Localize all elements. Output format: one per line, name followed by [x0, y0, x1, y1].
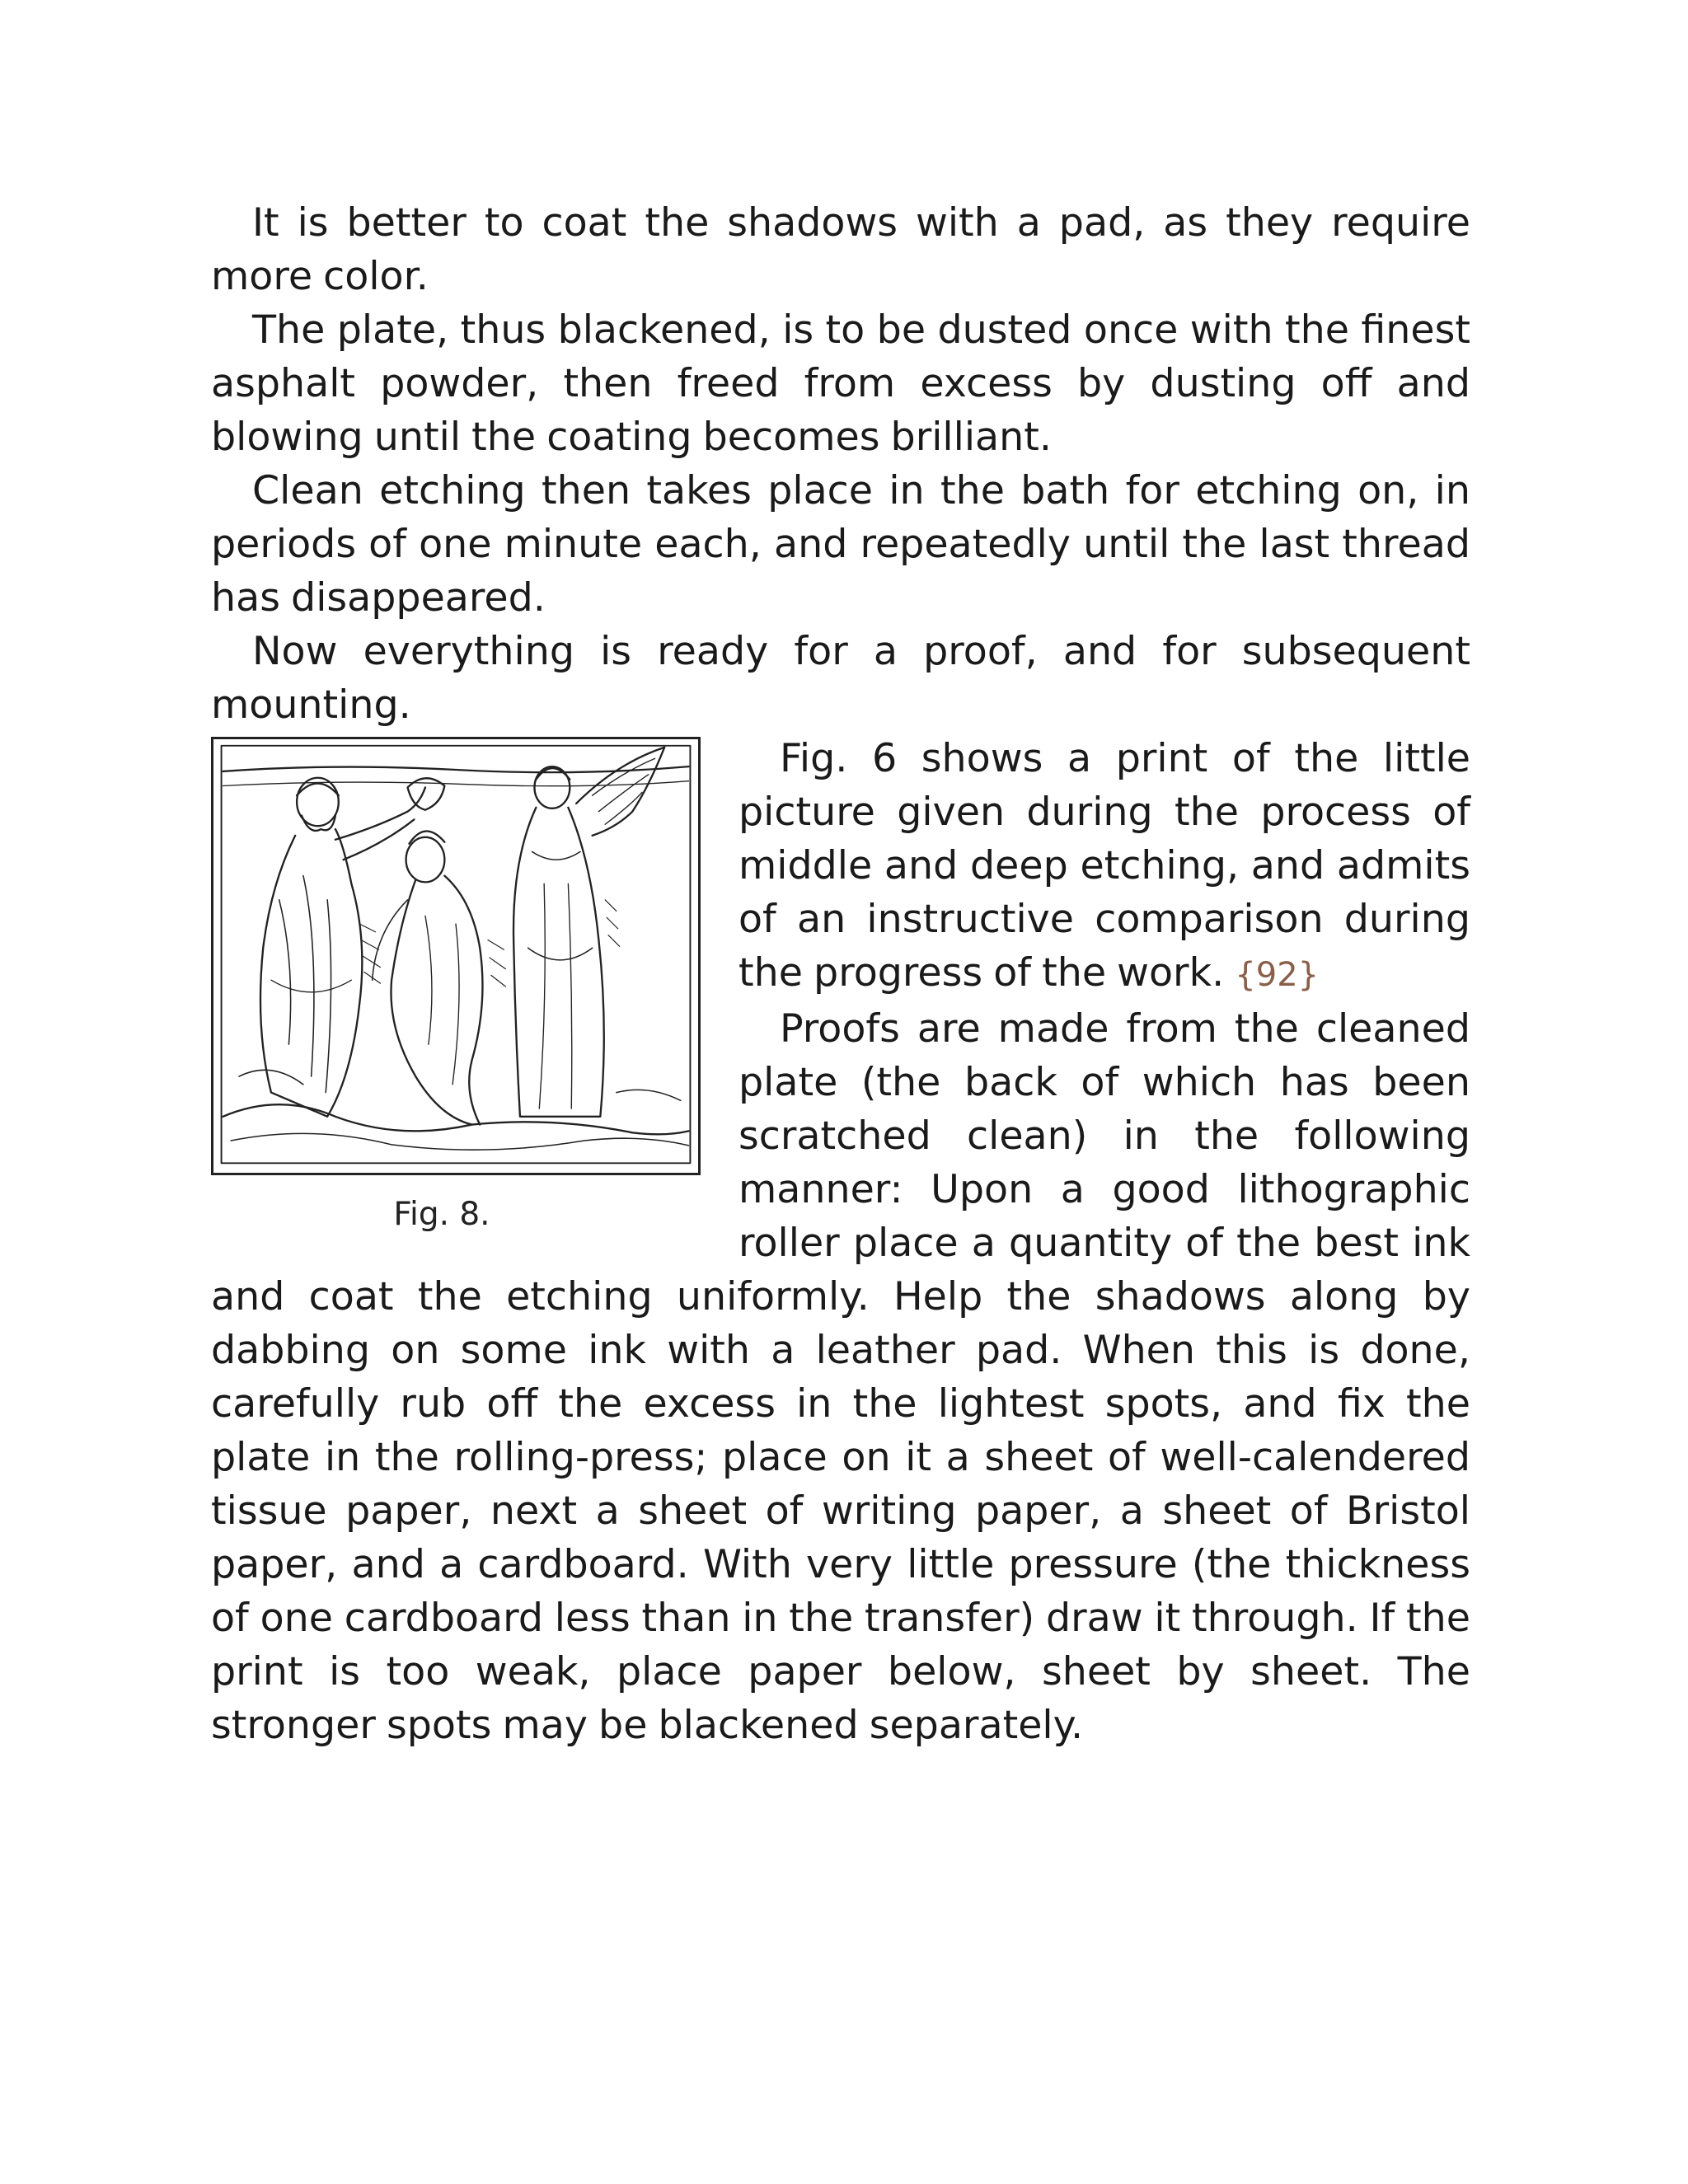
paragraph-6: Proofs are made from the cleaned plate (the back of which has been scratched clean) in the following manner: Upon a good lithographic roller place a quantity of the best ink and coat the etching uniformly. Help the shadows along by dabbing on some ink with a leather pad. When this is done, carefully rub off the excess in the lightest spots, and fix the plate in the rolling-press; place on it a sheet of well-calendered tissue paper, next a sheet of writing paper, a sheet of Bristol paper, and a cardboard. With very little pressure (the thickness of one cardboard less than in the transfer) draw it through. If the print is too weak, place paper below, sheet by sheet. The stronger spots may be blackened separately.: [211, 1006, 1470, 1748]
page-content: [211, 196, 1470, 1752]
paragraph-2: The plate, thus blackened, is to be dusted once with the finest asphalt powder, then freed from excess by dusting off and blowing until the coating becomes brilliant.: [211, 307, 1470, 460]
engraving-illustration: [213, 739, 698, 1173]
figure: [211, 732, 706, 1236]
figure-illustration: [211, 737, 701, 1175]
paragraph-1: It is better to coat the shadows with a pad, as they require more color.: [211, 200, 1470, 299]
page-number-marker: {92}: [1235, 956, 1320, 994]
paragraph-4: Now everything is ready for a proof, and for subsequent mounting.: [211, 629, 1470, 728]
figure-caption: Fig. 8.: [393, 1196, 490, 1233]
paragraph-5-text: Fig. 6 shows a print of the little picture given during the process of middle and deep etching, and admits of an instructive comparison during the progress of the work.: [738, 736, 1470, 996]
paragraph-3: Clean etching then takes place in the bath for etching on, in periods of one minute each, and repeatedly until the last thread has disappeared.: [211, 468, 1470, 621]
